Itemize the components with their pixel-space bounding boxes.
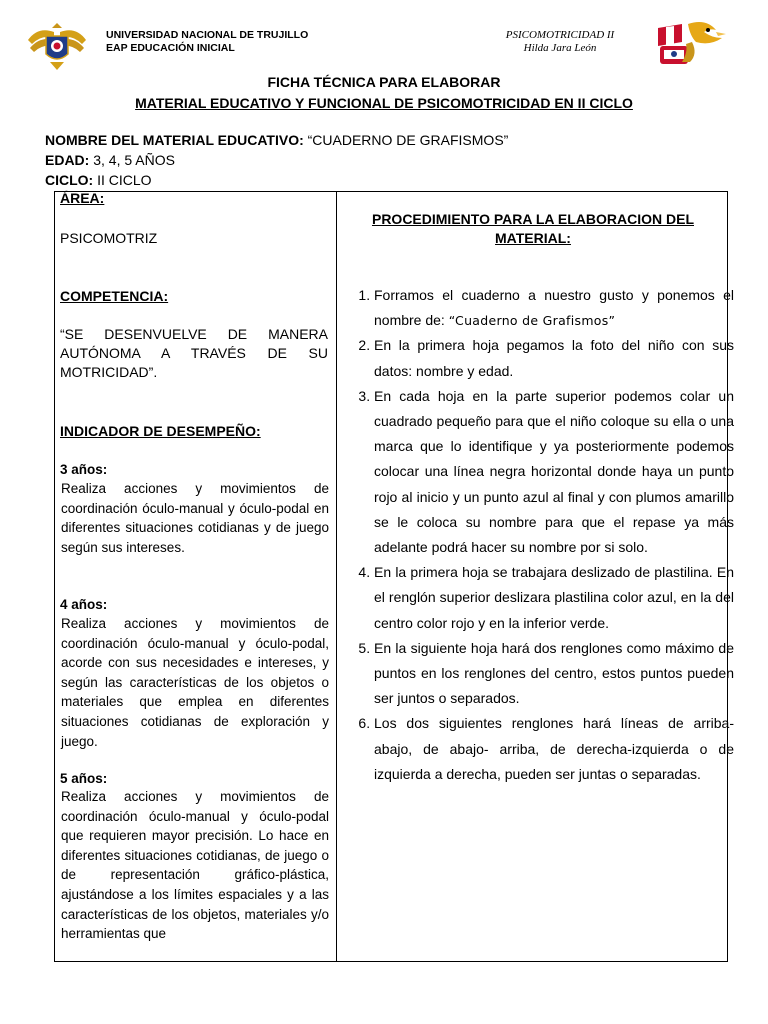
header-university: UNIVERSIDAD NACIONAL DE TRUJILLO [106, 29, 309, 41]
procedure-title-line2: MATERIAL: [495, 230, 571, 246]
step1-material-name: “Cuaderno de Grafismos” [448, 313, 616, 329]
procedure-step [374, 283, 734, 333]
header-author: Hilda Jara León [523, 42, 597, 54]
procedure-step: 5. En la siguiente hoja hará dos renglones como máximo de puntos en los renglones del centro, estos puntos pueden ser juntos o separados. [374, 636, 734, 712]
header-school: EAP EDUCACIÓN INICIAL [106, 42, 235, 54]
age-label: EDAD: [45, 152, 90, 168]
procedure-step: 6. Los dos siguientes renglones hará líneas de arriba- abajo, de abajo- arriba, de derecha-izquierda o de izquierda a derecha, pueden ser juntas o separadas. [374, 711, 734, 787]
mascot-icon [652, 16, 728, 66]
age3-label: 3 años: [60, 462, 108, 477]
age5-text: Realiza acciones y movimientos de coordinación óculo-manual y óculo-podal que requieren mayor precisión. Lo hace en diferentes situaciones cotidianas, de juego o de representación gráfico-plástica, ajustándose a los límites espaciales y a las características de los objetos, materiales y/o herramientas que [61, 789, 329, 942]
age4-text: Realiza acciones y movimientos de coordinación óculo-manual y óculo-podal, acorde con sus necesidades e intereses, y según las características de los objetos o materiales que emplea en diferentes situaciones cotidianas de exploración y juego. [61, 616, 329, 749]
page-title-line2-text: MATERIAL EDUCATIVO Y FUNCIONAL DE PSICOMOTRICIDAD EN II CICLO [135, 95, 633, 111]
age3-text: Realiza acciones y movimientos de coordinación óculo-manual y óculo-podal en diferentes situaciones cotidianas y de juego según sus intereses. [61, 481, 329, 555]
crest-icon [24, 22, 90, 72]
age5-label: 5 años: [60, 771, 108, 786]
procedure-step: 3. En cada hoja en la parte superior podemos colar un cuadrado pequeño para que el niño coloque su ella o una marca que lo identifique y ya posteriormente podemos colocar una línea negra horizontal donde haya un punto rojo al inicio y un punto azul al final y con plumos amarillo se le coloca su nombre para que el repase ya más adelante podrá hacer su nombre por si solo. [374, 384, 734, 560]
page-title-line1: FICHA TÉCNICA PARA ELABORAR [267, 74, 501, 90]
cycle-label: CICLO: [45, 172, 94, 188]
competence-line2: AUTÓNOMA A TRAVÉS DE SU [60, 345, 328, 361]
procedure-step: 4. En la primera hoja se trabajara deslizado de plastilina. En el renglón superior deslizara plastilina color azul, en la del centro color rojo y en la inferior verde. [374, 560, 734, 636]
material-name-value: “CUADERNO DE GRAFISMOS” [303, 132, 509, 148]
material-name-row [45, 130, 508, 150]
area-label: ÁREA: [60, 190, 105, 206]
age4-label: 4 años: [60, 597, 108, 612]
page-title-line2 [0, 94, 768, 113]
age-value: 3, 4, 5 AÑOS [89, 152, 175, 168]
university-logo [24, 22, 90, 72]
procedure-steps [344, 283, 734, 787]
competence-label: COMPETENCIA: [60, 288, 169, 304]
age-row [45, 150, 175, 170]
step1-text: Forramos el cuaderno a nuestro gusto y ponemos el nombre de: [374, 287, 734, 329]
area-value: PSICOMOTRIZ [60, 230, 158, 246]
header-course: PSICOMOTRICIDAD II [505, 29, 615, 41]
procedure-title-line1: PROCEDIMIENTO PARA LA ELABORACION DEL [371, 211, 694, 227]
table-divider [336, 191, 337, 962]
cycle-value: II CICLO [93, 172, 152, 188]
procedure-step: 2. En la primera hoja pegamos la foto del niño con sus datos: nombre y edad. [374, 333, 734, 383]
material-name-label: NOMBRE DEL MATERIAL EDUCATIVO: [45, 132, 304, 148]
school-mascot-logo [652, 16, 728, 66]
competence-line3: MOTRICIDAD”. [60, 364, 158, 380]
cycle-row [45, 170, 152, 190]
indicator-label: INDICADOR DE DESEMPEÑO: [60, 423, 261, 439]
competence-line1: “SE DESENVUELVE DE MANERA [60, 326, 328, 342]
